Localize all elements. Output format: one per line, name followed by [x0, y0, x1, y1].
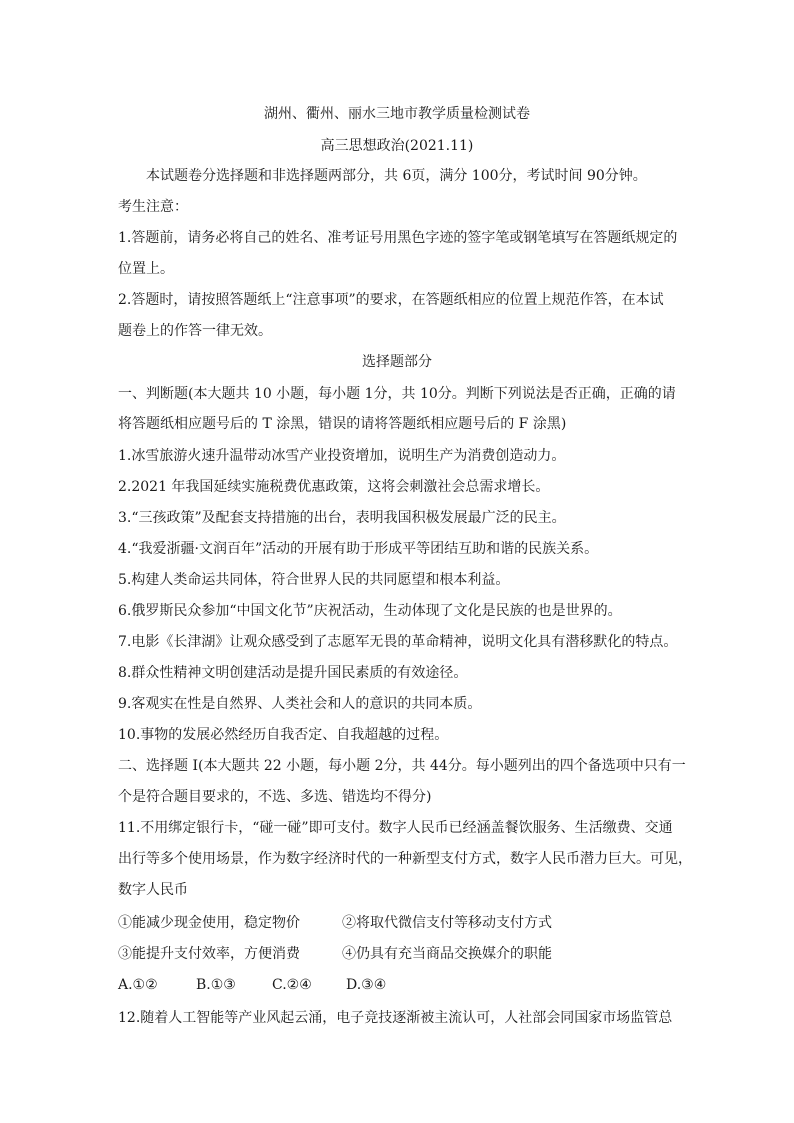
part1-heading-line-1: 一、判断题(本大题共 10 小题，每小题 1分，共 10分。判断下列说法是否正确，正确的请 [118, 386, 676, 402]
exam-subtitle: 高三思想政治(2021.11) [320, 138, 474, 154]
question-10: 10.事物的发展必然经历自我否定、自我超越的过程。 [118, 727, 449, 743]
part2-heading-line-2: 个是符合题目要求的，不选、多选、错选均不得分) [118, 789, 432, 805]
notice-item-2-line-1: 2.答题时，请按照答题纸上“注意事项”的要求，在答题纸相应的位置上规范作答，在本试 [118, 292, 664, 308]
part1-heading-line-2: 将答题纸相应题号后的 T 涂黑，错误的请将答题纸相应题号后的 F 涂黑) [118, 416, 567, 432]
option-1: ①能减少现金使用，稳定物价 [118, 915, 300, 931]
choice-a: A.①② [118, 977, 158, 993]
question-6: 6.俄罗斯民众参加“中国文化节”庆祝活动，生动体现了文化是民族的也是世界的。 [118, 603, 622, 619]
question-11-line-1: 11.不用绑定银行卡，“碰一碰”即可支付。数字人民币已经涵盖餐饮服务、生活缴费、交通 [118, 820, 673, 836]
question-11-line-3: 数字人民币 [118, 882, 188, 898]
question-3: 3.“三孩政策”及配套支持措施的出台，表明我国积极发展最广泛的民主。 [118, 510, 566, 526]
notice-item-1-line-2: 位置上。 [118, 261, 174, 277]
part2-heading-line-1: 二、选择题 I(本大题共 22 小题，每小题 2分，共 44分。每小题列出的四个备选项中只有一 [118, 758, 686, 774]
question-2: 2.2021 年我国延续实施税费优惠政策，这将会刺激社会总需求增长。 [118, 479, 550, 495]
question-1: 1.冰雪旅游火速升温带动冰雪产业投资增加，说明生产为消费创造动力。 [118, 448, 566, 464]
option-4: ④仍具有充当商品交换媒介的职能 [342, 946, 552, 962]
option-3: ③能提升支付效率，方便消费 [118, 946, 300, 962]
notice-item-1-line-1: 1.答题前，请务必将自己的姓名、准考证号用黑色字迹的签字笔或钢笔填写在答题纸规定的 [118, 230, 678, 246]
question-7: 7.电影《长津湖》让观众感受到了志愿军无畏的革命精神，说明文化具有潜移默化的特点。 [118, 634, 678, 650]
exam-intro: 本试题卷分选择题和非选择题两部分，共 6页，满分 100分，考试时间 90分钟。 [146, 168, 647, 184]
question-11-line-2: 出行等多个使用场景，作为数字经济时代的一种新型支付方式，数字人民币潜力巨大。可见， [118, 851, 692, 867]
question-5: 5.构建人类命运共同体，符合世界人民的共同愿望和根本利益。 [118, 572, 510, 588]
question-4: 4.“我爱浙疆·文润百年”活动的开展有助于形成平等团结互助和谐的民族关系。 [118, 541, 599, 557]
notice-item-2-line-2: 题卷上的作答一律无效。 [118, 323, 272, 339]
choice-b: B.①③ [196, 977, 236, 993]
choice-d: D.③④ [346, 977, 387, 993]
notice-heading: 考生注意： [118, 199, 188, 215]
question-12-line-1: 12.随着人工智能等产业风起云涌，电子竞技逐渐被主流认可，人社部会同国家市场监管总 [118, 1010, 673, 1026]
question-9: 9.客观实在性是自然界、人类社会和人的意识的共同本质。 [118, 696, 482, 712]
section-title: 选择题部分 [362, 354, 432, 370]
option-2: ②将取代微信支付等移动支付方式 [342, 915, 552, 931]
question-8: 8.群众性精神文明创建活动是提升国民素质的有效途径。 [118, 665, 468, 681]
exam-title: 湖州、衢州、丽水三地市教学质量检测试卷 [264, 106, 530, 122]
choice-c: C.②④ [272, 977, 312, 993]
